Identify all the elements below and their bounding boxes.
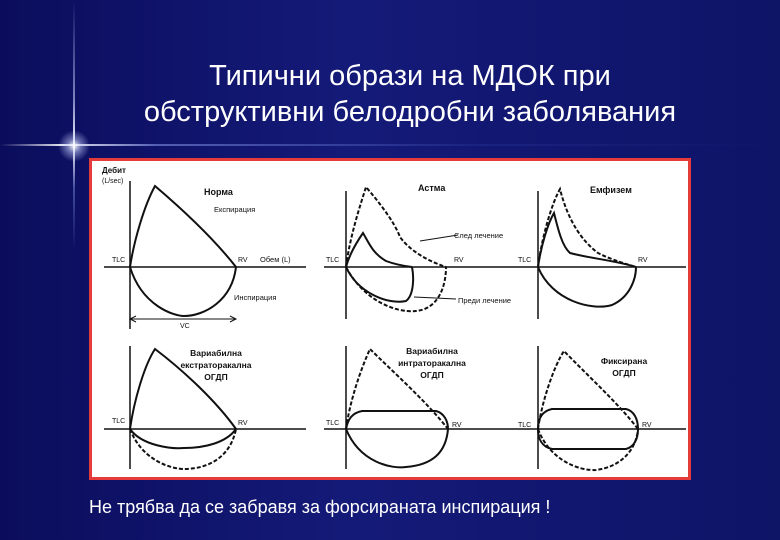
before-pointer: [414, 297, 456, 299]
extra-rv: RV: [238, 420, 248, 427]
vc-label: VC: [180, 323, 190, 330]
emphysema-inspiration-curve: [538, 267, 636, 307]
emphysema-normal-curve: [538, 189, 636, 267]
panel-norm: [102, 166, 306, 330]
panel-variable-extrathoracic: [104, 346, 306, 469]
fixed-title-2: ОГДП: [612, 368, 636, 378]
intra-title-3: ОГДП: [420, 370, 444, 380]
slide-caption: Не трябва да се забравя за форсираната инспирация !: [89, 497, 551, 517]
fixed-expiration-limited: [538, 409, 638, 429]
intra-inspiration-curve: [346, 429, 448, 467]
panel-emphysema: [516, 185, 686, 319]
norm-rv: RV: [238, 257, 248, 264]
extra-title-1: Вариабилна: [190, 348, 242, 358]
lens-flare-horizontal: [0, 144, 780, 146]
extra-tlc: TLC: [112, 418, 126, 425]
fixed-inspiration-limited: [538, 429, 638, 449]
asthma-tlc: TLC: [326, 257, 340, 264]
flow-volume-diagram: [92, 161, 688, 477]
fixed-tlc: TLC: [518, 422, 532, 429]
slide-title: [60, 58, 760, 130]
panel-fixed: [516, 346, 686, 470]
norm-title: Норма: [204, 187, 233, 197]
panel-variable-intrathoracic: [324, 346, 516, 469]
emphysema-title: Емфизем: [590, 185, 632, 195]
asthma-after-treatment-curve: [346, 187, 446, 267]
extra-inspiration-limited: [130, 429, 236, 448]
title-line-1: Типични образи на МДОК при: [209, 60, 611, 92]
intra-title-1: Вариабилна: [406, 346, 458, 356]
emphysema-rv: RV: [638, 257, 648, 264]
intra-expiration-limited: [346, 411, 448, 429]
extra-title-2: екстраторакална: [180, 360, 252, 370]
asthma-rv: RV: [454, 257, 464, 264]
flow-volume-loops-figure: [89, 158, 691, 480]
flow-unit: (L/sec): [102, 178, 124, 185]
emphysema-tlc: TLC: [518, 257, 532, 264]
asthma-inspiration-before: [346, 267, 413, 302]
after-pointer: [420, 235, 458, 241]
norm-inspiration-label: Инспирация: [234, 293, 277, 302]
title-line-2: обструктивни белодробни заболявания: [143, 96, 677, 128]
asthma-inspiration-after: [346, 267, 446, 311]
fixed-rv: RV: [642, 422, 652, 429]
panel-asthma: [324, 183, 516, 319]
asthma-before-treatment-curve: [346, 233, 412, 267]
intra-tlc: TLC: [326, 420, 340, 427]
intra-title-2: интраторакална: [398, 358, 466, 368]
asthma-before-label: Преди лечение: [458, 296, 512, 305]
norm-inspiration-curve: [130, 267, 236, 316]
asthma-title: Астма: [418, 183, 446, 193]
fixed-title-1: Фиксирана: [600, 356, 648, 366]
extra-title-3: ОГДП: [204, 372, 228, 382]
intra-rv: RV: [452, 422, 462, 429]
norm-expiration-curve: [130, 186, 236, 267]
flow-label: Дебит: [102, 166, 126, 175]
lens-flare-glow: [58, 130, 90, 162]
asthma-after-label: След лечение: [454, 231, 504, 240]
volume-label: Обем (L): [260, 255, 291, 264]
emphysema-expiration-curve: [538, 213, 636, 267]
norm-tlc: TLC: [112, 257, 126, 264]
norm-expiration-label: Експирация: [214, 205, 256, 214]
